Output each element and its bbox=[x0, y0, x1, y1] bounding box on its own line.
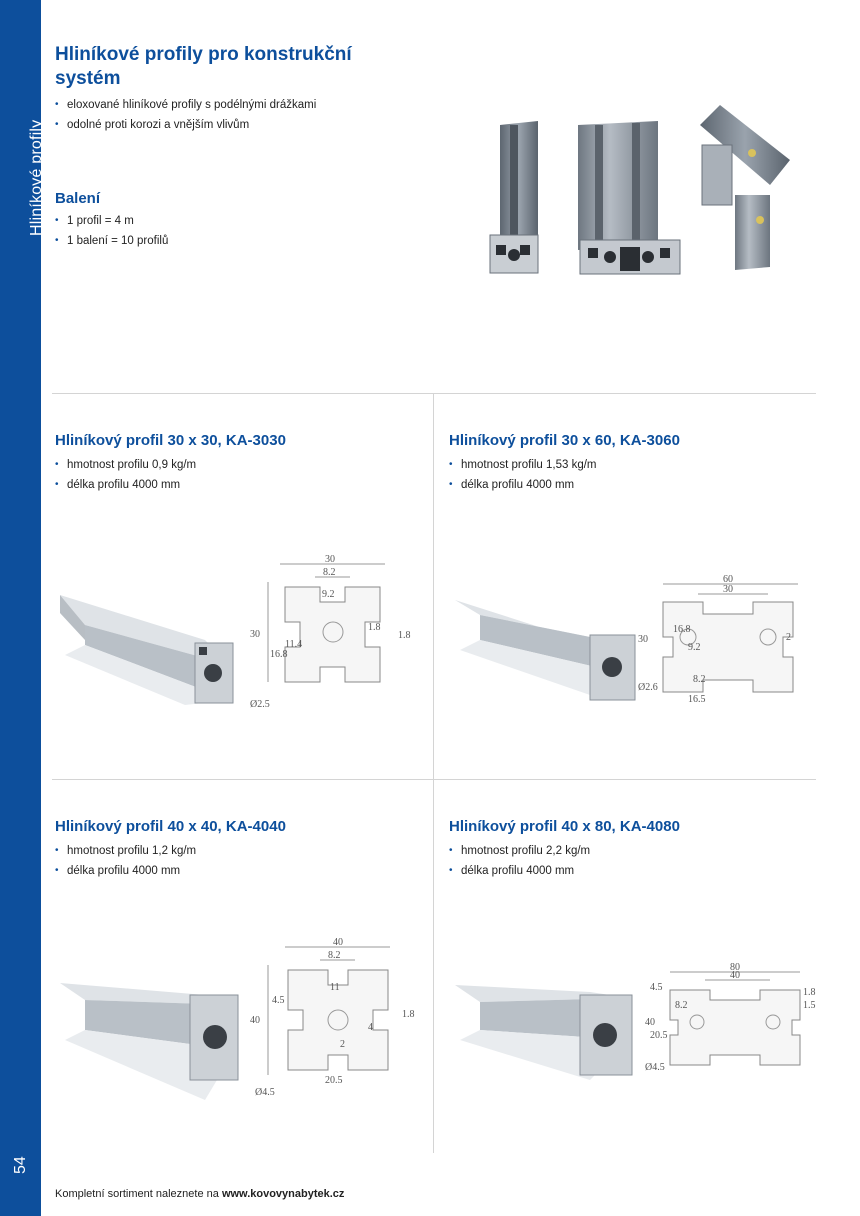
dim-d1: 16.8 bbox=[270, 649, 288, 660]
dim-d1: 16.8 bbox=[673, 624, 691, 635]
dim-width: 60 bbox=[723, 574, 733, 585]
product-specs bbox=[449, 455, 597, 495]
footer bbox=[55, 1188, 344, 1200]
dim-d2: 9.2 bbox=[688, 642, 701, 653]
dim-d5: 2 bbox=[786, 632, 791, 643]
footer-link[interactable]: www.kovovynabytek.cz bbox=[221, 1188, 345, 1200]
profile-4040-image bbox=[55, 975, 240, 1110]
divider bbox=[433, 393, 434, 1153]
dim-d2: 4 bbox=[368, 1022, 373, 1033]
dim-d3: 1.8 bbox=[803, 987, 816, 998]
intro-bullet: • odolné proti korozi a vnějším vlivům bbox=[55, 115, 316, 135]
profile-3030-image bbox=[55, 585, 235, 710]
product-length: • délka profilu 4000 mm bbox=[449, 475, 597, 495]
dim-hole: Ø4.5 bbox=[255, 1087, 275, 1098]
packaging-bullet: • 1 profil = 4 m bbox=[55, 211, 168, 231]
dim-width-2: 40 bbox=[730, 970, 740, 981]
divider bbox=[52, 393, 816, 394]
profile-4040-drawing bbox=[250, 935, 425, 1105]
product-length: • délka profilu 4000 mm bbox=[449, 861, 590, 881]
dim-hole: Ø4.5 bbox=[645, 1062, 665, 1073]
page-number: 54 bbox=[12, 1156, 29, 1174]
packaging-bullet: • 1 balení = 10 profilů bbox=[55, 231, 168, 251]
dim-d3: 1.8 bbox=[368, 622, 381, 633]
product-weight: • hmotnost profilu 2,2 kg/m bbox=[449, 841, 590, 861]
dim-height: 40 bbox=[645, 1017, 655, 1028]
product-specs bbox=[55, 841, 196, 881]
footer-text: Kompletní sortiment naleznete na bbox=[55, 1188, 222, 1200]
dim-width-2: 30 bbox=[723, 584, 733, 595]
dim-d3: 8.2 bbox=[693, 674, 706, 685]
divider bbox=[52, 779, 816, 780]
sidebar bbox=[0, 0, 45, 1216]
dim-height: 40 bbox=[250, 1015, 260, 1026]
hero-profiles-image bbox=[480, 95, 800, 285]
product-length: • délka profilu 4000 mm bbox=[55, 861, 196, 881]
dim-slot: 8.2 bbox=[323, 567, 336, 578]
dim-d4: 8.2 bbox=[675, 1000, 688, 1011]
dim-d4: 20.5 bbox=[325, 1075, 343, 1086]
product-length: • délka profilu 4000 mm bbox=[55, 475, 196, 495]
dim-d1: 20.5 bbox=[650, 1030, 668, 1041]
profile-3060-image bbox=[450, 595, 635, 705]
product-weight: • hmotnost profilu 0,9 kg/m bbox=[55, 455, 196, 475]
dim-hole: Ø2.5 bbox=[250, 699, 270, 710]
dim-d4: 16.5 bbox=[688, 694, 706, 705]
dim-width: 40 bbox=[333, 937, 343, 948]
product-title: Hliníkový profil 40 x 40, KA-4040 bbox=[55, 818, 286, 835]
intro-bullet: • eloxované hliníkové profily s podélnými drážkami bbox=[55, 95, 316, 115]
product-weight: • hmotnost profilu 1,53 kg/m bbox=[449, 455, 597, 475]
dim-hole: Ø2.6 bbox=[638, 682, 658, 693]
dim-d2: 11.4 bbox=[285, 639, 303, 650]
dim-d4: 1.8 bbox=[398, 630, 411, 641]
dim-d3: 2 bbox=[340, 1039, 345, 1050]
dim-c1: 11 bbox=[330, 982, 340, 993]
product-specs bbox=[55, 455, 196, 495]
packaging-bullets bbox=[55, 211, 168, 251]
dim-width: 80 bbox=[730, 962, 740, 973]
profile-4080-image bbox=[450, 980, 635, 1085]
dim-width: 30 bbox=[325, 554, 335, 565]
product-weight: • hmotnost profilu 1,2 kg/m bbox=[55, 841, 196, 861]
product-title: Hliníkový profil 30 x 30, KA-3030 bbox=[55, 432, 286, 449]
dim-d5: 1.5 bbox=[803, 1000, 816, 1011]
dim-d1: 4.5 bbox=[272, 995, 285, 1006]
intro-bullets bbox=[55, 95, 316, 135]
dim-d2: 4.5 bbox=[650, 982, 663, 993]
product-title: Hliníkový profil 40 x 80, KA-4080 bbox=[449, 818, 680, 835]
dim-height: 30 bbox=[250, 629, 260, 640]
product-title: Hliníkový profil 30 x 60, KA-3060 bbox=[449, 432, 680, 449]
dim-slot: 8.2 bbox=[328, 950, 341, 961]
page-title: Hliníkové profily pro konstrukční systém bbox=[55, 44, 352, 89]
packaging-title: Balení bbox=[55, 190, 101, 207]
dim-d5: 1.8 bbox=[402, 1009, 415, 1020]
product-specs bbox=[449, 841, 590, 881]
profile-4080-drawing bbox=[645, 960, 820, 1080]
profile-3060-drawing bbox=[638, 572, 818, 707]
section-label: Hliníkové profily bbox=[28, 119, 45, 236]
dim-height: 30 bbox=[638, 634, 648, 645]
dim-c1: 9.2 bbox=[322, 589, 335, 600]
profile-3030-drawing bbox=[250, 552, 420, 717]
